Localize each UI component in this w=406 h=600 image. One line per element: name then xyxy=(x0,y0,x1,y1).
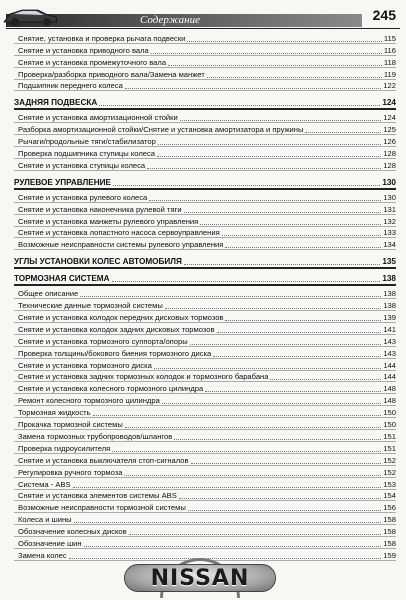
dot-leader xyxy=(112,451,381,452)
toc-entry-title: Проверка/разборка приводного вала/Замена манжет xyxy=(18,69,205,79)
toc-entry-title: Снятие и установка ступицы колеса xyxy=(18,160,146,170)
toc-entry-page: 135 xyxy=(382,257,396,267)
toc-item xyxy=(14,147,396,159)
toc-entry-page: 131 xyxy=(383,204,396,214)
toc-entry-title: Снятие и установка наконечника рулевой тяги xyxy=(18,204,182,214)
dot-leader xyxy=(158,144,381,145)
toc-entry-page: 134 xyxy=(383,240,396,250)
dot-leader xyxy=(190,344,382,345)
toc-entry-title: Колеса и шины xyxy=(18,515,72,525)
toc-entry-page: 144 xyxy=(383,360,396,370)
toc-entry-page: 158 xyxy=(383,538,396,548)
toc-entry-page: 128 xyxy=(383,149,396,159)
toc-entry-title: Регулировка ручного тормоза xyxy=(18,467,123,477)
toc-entry-page: 159 xyxy=(383,550,396,560)
toc-entry-page: 132 xyxy=(383,216,396,226)
toc-item xyxy=(14,56,396,68)
toc-item xyxy=(14,299,396,311)
dot-leader xyxy=(113,185,380,186)
toc-item xyxy=(14,382,396,394)
toc-entry-title: Подшипник переднего колеса xyxy=(18,81,123,91)
toc-item xyxy=(14,418,396,430)
dot-leader xyxy=(73,487,382,488)
toc-item xyxy=(14,215,396,227)
toc-item xyxy=(14,238,396,250)
toc-item xyxy=(14,311,396,323)
toc-item xyxy=(14,32,396,44)
toc-item xyxy=(14,430,396,442)
toc-item xyxy=(14,159,396,171)
toc-item xyxy=(14,323,396,335)
toc-item xyxy=(14,501,396,513)
toc-entry-page: 124 xyxy=(383,113,396,123)
toc-entry-page: 138 xyxy=(382,274,396,284)
dot-leader xyxy=(165,308,382,309)
toc-item xyxy=(14,135,396,147)
toc-entry-page: 158 xyxy=(383,527,396,537)
toc-entry-title: РУЛЕВОЕ УПРАВЛЕНИЕ xyxy=(14,177,111,187)
toc-item xyxy=(14,490,396,502)
toc-item xyxy=(14,466,396,478)
dot-leader xyxy=(149,200,381,201)
toc-item xyxy=(14,454,396,466)
header-title: Содержание xyxy=(140,14,201,26)
dot-leader xyxy=(99,105,380,106)
toc-entry-title: УГЛЫ УСТАНОВКИ КОЛЕС АВТОМОБИЛЯ xyxy=(14,257,182,267)
dot-leader xyxy=(80,296,381,297)
toc-item xyxy=(14,442,396,454)
toc-item xyxy=(14,227,396,239)
dot-leader xyxy=(151,53,382,54)
toc-item xyxy=(14,513,396,525)
toc-entry-title: Разборка амортизационной стойки/Снятие и установка амортизатора и пружины xyxy=(18,125,304,135)
toc-section xyxy=(14,174,396,188)
toc-item xyxy=(14,406,396,418)
dot-leader xyxy=(112,281,381,282)
toc-entry-page: 154 xyxy=(383,491,396,501)
toc-entry-title: Снятие и установка элементов системы ABS xyxy=(18,491,177,501)
toc-entry-page: 143 xyxy=(383,336,396,346)
toc-entry-title: Снятие и установка тормозного диска xyxy=(18,360,152,370)
toc-entry-title: Снятие, установка и проверка рычага подвески xyxy=(18,33,186,43)
car-icon xyxy=(0,2,60,28)
toc-entry-title: Ремонт колесного тормозного цилиндра xyxy=(18,396,160,406)
toc-entry-title: Снятие и установка выключателя стоп-сигналов xyxy=(18,455,189,465)
toc-entry-title: Снятие и установка лопастного насоса сервоуправления xyxy=(18,228,220,238)
dot-leader xyxy=(125,427,382,428)
toc-entry-page: 125 xyxy=(383,125,396,135)
dot-leader xyxy=(191,463,382,464)
toc-entry-page: 118 xyxy=(383,57,396,67)
toc-entry-title: Обозначение колесных дисков xyxy=(18,527,127,537)
toc-entry-page: 150 xyxy=(383,420,396,430)
toc-item xyxy=(14,44,396,56)
toc-item xyxy=(14,80,396,92)
toc-entry-page: 138 xyxy=(383,289,396,299)
dot-leader xyxy=(188,510,382,511)
toc-entry-page: 122 xyxy=(383,81,396,91)
toc-item xyxy=(14,478,396,490)
toc-entry-title: Технические данные тормозной системы xyxy=(18,301,163,311)
dot-leader xyxy=(305,132,381,133)
dot-leader xyxy=(213,356,381,357)
nissan-logo xyxy=(124,558,276,596)
table-of-contents xyxy=(14,32,396,561)
toc-entry-title: Замена колес xyxy=(18,550,67,560)
toc-item xyxy=(14,203,396,215)
toc-entry-page: 152 xyxy=(383,467,396,477)
toc-item xyxy=(14,371,396,383)
toc-entry-title: Обозначение шин xyxy=(18,538,82,548)
page-header xyxy=(0,0,406,30)
toc-entry-title: Снятие и установка амортизационной стойки xyxy=(18,113,178,123)
toc-entry-page: 156 xyxy=(383,503,396,513)
toc-entry-title: Проверка толщины/бокового биения тормозного диска xyxy=(18,348,212,358)
toc-entry-page: 116 xyxy=(383,45,396,55)
toc-entry-page: 128 xyxy=(383,160,396,170)
toc-entry-page: 126 xyxy=(383,137,396,147)
toc-entry-page: 133 xyxy=(383,228,396,238)
toc-item xyxy=(14,287,396,299)
toc-section xyxy=(14,253,396,267)
toc-entry-title: Общее описание xyxy=(18,289,79,299)
toc-entry-title: Проверка гидроусилителя xyxy=(18,443,111,453)
toc-entry-title: Возможные неисправности системы рулевого управления xyxy=(18,240,224,250)
toc-entry-page: 152 xyxy=(383,455,396,465)
toc-entry-title: Снятие и установка промежуточного вала xyxy=(18,57,167,67)
toc-entry-page: 148 xyxy=(383,384,396,394)
dot-leader xyxy=(174,439,381,440)
dot-leader xyxy=(162,403,382,404)
toc-item xyxy=(14,347,396,359)
logo-text: NISSAN xyxy=(150,566,250,591)
page-number: 245 xyxy=(372,7,396,23)
toc-entry-title: ТОРМОЗНАЯ СИСТЕМА xyxy=(14,274,110,284)
toc-entry-page: 130 xyxy=(382,177,396,187)
dot-leader xyxy=(225,247,381,248)
dot-leader xyxy=(187,41,381,42)
dot-leader xyxy=(184,212,382,213)
dot-leader xyxy=(205,391,381,392)
toc-entry-title: Снятие и установка приводного вала xyxy=(18,45,149,55)
toc-entry-page: 153 xyxy=(383,479,396,489)
dot-leader xyxy=(74,522,382,523)
header-divider xyxy=(6,28,400,29)
toc-entry-title: Снятие и установка колодок передних дисковых тормозов xyxy=(18,313,224,323)
toc-item xyxy=(14,335,396,347)
toc-entry-page: 124 xyxy=(382,98,396,108)
toc-entry-page: 158 xyxy=(383,515,396,525)
toc-item xyxy=(14,537,396,549)
toc-item xyxy=(14,123,396,135)
toc-entry-title: ЗАДНЯЯ ПОДВЕСКА xyxy=(14,98,98,108)
toc-entry-page: 150 xyxy=(383,408,396,418)
toc-entry-title: Снятие и установка рулевого колеса xyxy=(18,192,148,202)
toc-entry-title: Проверка подшипника ступицы колеса xyxy=(18,149,155,159)
toc-entry-page: 144 xyxy=(383,372,396,382)
toc-entry-page: 151 xyxy=(383,443,396,453)
toc-entry-page: 141 xyxy=(383,324,396,334)
dot-leader xyxy=(125,88,382,89)
toc-item xyxy=(14,191,396,203)
toc-item xyxy=(14,359,396,371)
dot-leader xyxy=(200,224,381,225)
toc-entry-title: Система - ABS xyxy=(18,479,71,489)
toc-entry-title: Снятие и установка задних тормозных колодок и тормозного барабана xyxy=(18,372,269,382)
toc-entry-page: 119 xyxy=(383,69,396,79)
toc-entry-page: 130 xyxy=(383,192,396,202)
dot-leader xyxy=(129,534,382,535)
toc-item xyxy=(14,394,396,406)
dot-leader xyxy=(225,320,381,321)
toc-entry-page: 143 xyxy=(383,348,396,358)
toc-entry-title: Рычаги/продольные тяги/стабилизатор xyxy=(18,137,156,147)
dot-leader xyxy=(179,498,382,499)
toc-entry-page: 138 xyxy=(383,301,396,311)
toc-section xyxy=(14,270,396,284)
toc-section xyxy=(14,94,396,108)
dot-leader xyxy=(84,546,382,547)
toc-entry-title: Прокачка тормозной системы xyxy=(18,420,123,430)
toc-item xyxy=(14,525,396,537)
toc-entry-title: Снятие и установка тормозного суппорта/опоры xyxy=(18,336,188,346)
toc-entry-title: Возможные неисправности тормозной системы xyxy=(18,503,186,513)
dot-leader xyxy=(222,235,382,236)
toc-entry-title: Снятие и установка колесного тормозного цилиндра xyxy=(18,384,204,394)
toc-entry-title: Снятие и установка манжеты рулевого управления xyxy=(18,216,199,226)
dot-leader xyxy=(217,332,382,333)
dot-leader xyxy=(184,264,380,265)
toc-entry-page: 115 xyxy=(383,33,396,43)
toc-entry-page: 139 xyxy=(383,313,396,323)
dot-leader xyxy=(270,379,381,380)
toc-entry-title: Снятие и установка колодок задних дисковых тормозов xyxy=(18,324,215,334)
toc-item xyxy=(14,68,396,80)
toc-entry-title: Замена тормозных трубопроводов/шлангов xyxy=(18,431,173,441)
toc-entry-title: Тормозная жидкость xyxy=(18,408,91,418)
dot-leader xyxy=(157,156,381,157)
dot-leader xyxy=(124,475,381,476)
dot-leader xyxy=(180,120,382,121)
dot-leader xyxy=(147,168,381,169)
toc-entry-page: 148 xyxy=(383,396,396,406)
dot-leader xyxy=(207,77,382,78)
dot-leader xyxy=(93,415,382,416)
toc-item xyxy=(14,111,396,123)
toc-entry-page: 151 xyxy=(383,431,396,441)
dot-leader xyxy=(168,65,382,66)
dot-leader xyxy=(154,368,382,369)
